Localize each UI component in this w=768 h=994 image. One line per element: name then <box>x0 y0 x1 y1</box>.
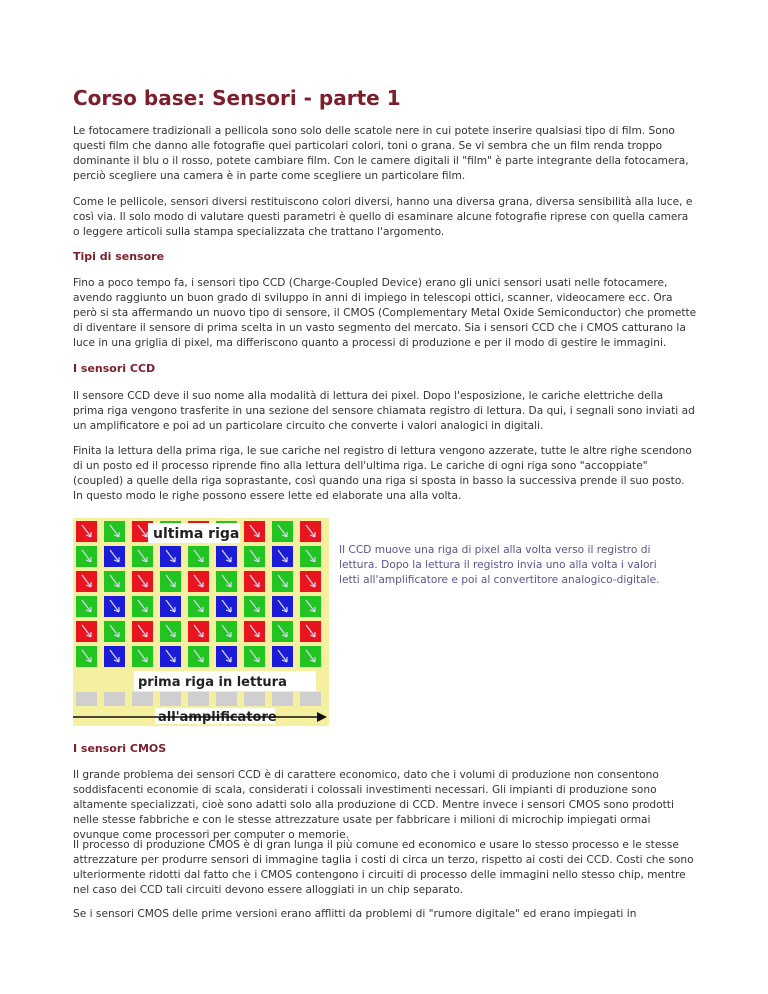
readout-register-cell <box>216 692 237 706</box>
figure-caption: Il CCD muove una riga di pixel alla volta verso il registro di lettura. Dopo la lettura il registro invia uno alla volta i valori letti all'amplificatore e poi al convertitore analogico-digitale. <box>339 544 660 586</box>
readout-register-cell <box>188 692 209 706</box>
cmos-paragraph-2: Il processo di produzione CMOS è di gran lunga il più comune ed economico e usare lo stesso processo e le stesse attrezzature per produrre sensori di immagine taglia i costi di circa un terzo, rispetto ai costi dei CCD. Costi che sono ulteriormente ridotti dal fatto che i CMOS contengono i circuiti di processo delle immagini nello stesso chip, mentre nel caso dei CCD tali circuiti devono essere alloggiati in un chip separato. <box>73 839 694 896</box>
intro-paragraph-2: Come le pellicole, sensori diversi restituiscono colori diversi, hanno una diversa grana, diversa sensibilità alla luce, e così via. Il solo modo di valutare questi parametri è quello di esaminare alcune fotografie riprese con quella camera o leggere articoli sulla stampa specializzata che trattano l'argomento. <box>73 196 693 238</box>
page-title: Corso base: Sensori - parte 1 <box>73 86 401 110</box>
readout-register-cell <box>132 692 153 706</box>
ccd-paragraph-2: Finita la lettura della prima riga, le sue cariche nel registro di lettura vengono azzerate, tutte le altre righe scendono di un posto ed il processo riprende fino alla lettura dell'ultima riga. Le cariche di ogni riga sono "accoppiate" (coupled) a quelle della riga soprastante, così quando una riga si sposta in basso la successiva prende il suo posto. In questo modo le righe possono essere lette ed elaborate una alla volta. <box>73 445 692 502</box>
readout-register-cell <box>272 692 293 706</box>
heading-tipi-di-sensore: Tipi di sensore <box>73 250 165 263</box>
readout-register-row <box>76 692 321 706</box>
readout-register-cell <box>244 692 265 706</box>
heading-sensori-ccd: I sensori CCD <box>73 362 156 375</box>
ccd-diagram-svg <box>73 518 329 726</box>
readout-register-cell <box>300 692 321 706</box>
readout-register-cell <box>160 692 181 706</box>
tipi-paragraph: Fino a poco tempo fa, i sensori tipo CCD (Charge-Coupled Device) erano gli unici sensori usati nelle fotocamere, avendo raggiunto un buon grado di sviluppo in anni di impiego in telescopi ottici, scanner, videocamere ecc. Ora però si sta affermando un nuovo tipo di sensore, il CMOS (Complementary Metal Oxide Semiconductor) che promette di diventare il sensore di prima scelta in un vasto segmento del mercato. Sia i sensori CCD che i CMOS catturano la luce in una griglia di pixel, ma differiscono quanto a processi di produzione e per il modo di gestire le immagini. <box>73 277 697 349</box>
cmos-paragraph-3: Se i sensori CMOS delle prime versioni erano afflitti da problemi di "rumore digitale" ed erano impiegati in <box>73 908 637 920</box>
readout-register-cell <box>76 692 97 706</box>
heading-sensori-cmos: I sensori CMOS <box>73 742 167 755</box>
label-prima-riga: prima riga in lettura <box>138 675 287 690</box>
label-ultima-riga: ultima riga <box>153 526 240 542</box>
cmos-paragraph-1: Il grande problema dei sensori CCD è di carattere economico, dato che i volumi di produzione non consentono soddisfacenti economie di scala, considerati i colossali investimenti necessari. Gli impianti di produzione sono altamente specializzati, cioè sono adatti solo alla produzione di CCD. Mentre invece i sensori CMOS sono prodotti nelle stesse fabbriche e con le stesse attrezzature usate per fabbricare i milioni di microchip impiegati ormai ovunque come processori per computer o memorie. <box>73 769 674 841</box>
readout-register-cell <box>104 692 125 706</box>
intro-paragraph-1: Le fotocamere tradizionali a pellicola sono solo delle scatole nere in cui potete inserire qualsiasi tipo di film. Sono questi film che danno alle fotografie quei particolari colori, toni o grana. Se vi sembra che un film renda troppo dominante il blu o il rosso, potete cambiare film. Con le camere digitali il "film" è parte integrante della fotocamera, perciò scegliere una camera è in parte come scegliere un particolare film. <box>73 125 689 182</box>
ccd-readout-diagram <box>73 518 329 726</box>
label-amplificatore: all'amplificatore <box>158 710 277 725</box>
ccd-paragraph-1: Il sensore CCD deve il suo nome alla modalità di lettura dei pixel. Dopo l'esposizione, le cariche elettriche della prima riga vengono trasferite in una sezione del sensore chiamata registro di lettura. Da qui, i segnali sono inviati ad un amplificatore e poi ad un particolare circuito che converte i valori analogici in digitali. <box>73 390 695 432</box>
